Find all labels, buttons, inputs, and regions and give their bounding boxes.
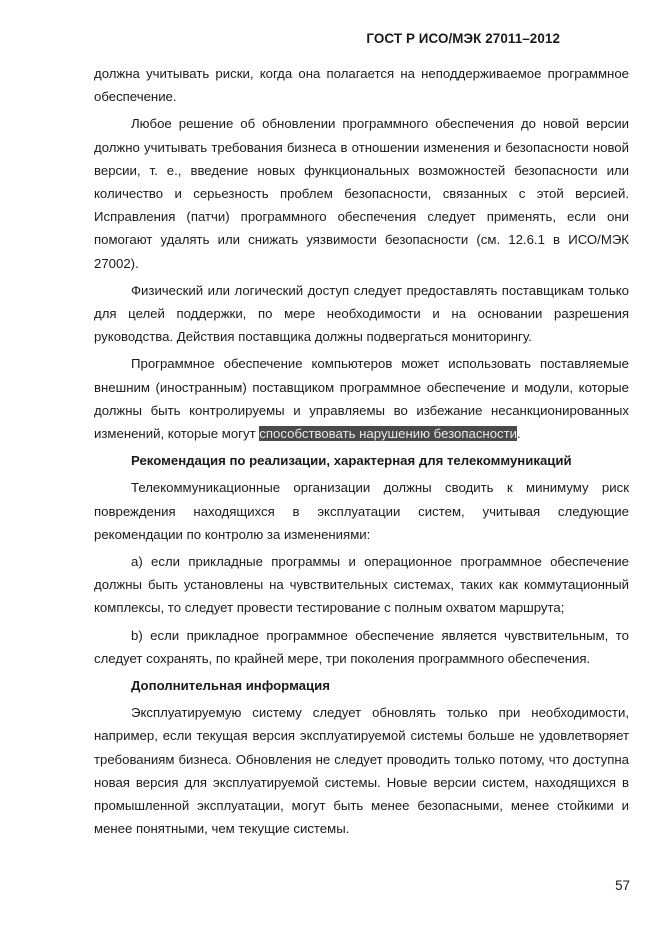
list-item-a: а) если прикладные программы и операционное программное обеспечение должны быть установлены на чувствительных системах, таких как коммутационный комплексы, то следует провести тестирование с полным охватом маршрута; [94,554,629,616]
section-heading-telecom: Рекомендация по реализации, характерная для телекоммуникаций [131,453,572,469]
paragraph-supplier-access: Физический или логический доступ следует предоставлять поставщикам только для целей поддержки, по мере необходимости и на основании разрешения руководства. Действия поставщика должны подвергаться мониторингу. [94,282,629,345]
paragraph-telecom-intro: Телекоммуникационные организации должны сводить к минимуму риск повреждения находящихся в эксплуатации систем, учитывая следующие рекомендации по контролю за изменениями: [94,480,629,542]
paragraph-additional-info: Эксплуатируемую систему следует обновлять только при необходимости, например, если текущая версия эксплуатируемой системы больше не удовлетворяет требованиям бизнеса. Обновления не следует проводить только потому, что доступна новая версия для эксплуатируемой системы. Новые версии систем, находящихся в промышленной эксплуатации, могут быть менее безопасными, менее стойкими и менее понятными, чем текущие системы. [94,705,629,837]
document-code-header: ГОСТ Р ИСО/МЭК 27011–2012 [366,31,560,46]
highlighted-text: способствовать нарушению безопасности [259,426,518,442]
list-item-b: b) если прикладное программное обеспечение является чувствительным, то следует сохранять, по крайней мере, три поколения программного обеспечения. [94,627,629,666]
paragraph-external-software-text: Программное обеспечение компьютеров может использовать поставляемые внешним (иностранным) поставщиком программное обеспечение и модули, которые должны быть контролируемы и управляемы во избежание несанкционированных изменений, которые могут [94,356,629,442]
document-body [94,62,629,841]
paragraph-external-software [94,352,629,445]
section-heading-additional-info: Дополнительная информация [131,678,330,694]
paragraph-software-update: Любое решение об обновлении программного обеспечения до новой версии должно учитывать требования бизнеса в отношении изменения и безопасности новой версии, т. е., введение новых функциональных возможностей безопасности или количество и серьезность проблем безопасности, связанных с этой версией. Исправления (патчи) программного обеспечения следует применять, если они помогают удалять или снижать уязвимости безопасности (см. 12.6.1 в ИСО/МЭК 27002). [94,116,629,271]
paragraph-continuation: должна учитывать риски, когда она полагается на неподдерживаемое программное обеспечение. [94,66,629,105]
paragraph-end-punct: . [517,426,521,442]
page-number: 57 [615,878,630,893]
